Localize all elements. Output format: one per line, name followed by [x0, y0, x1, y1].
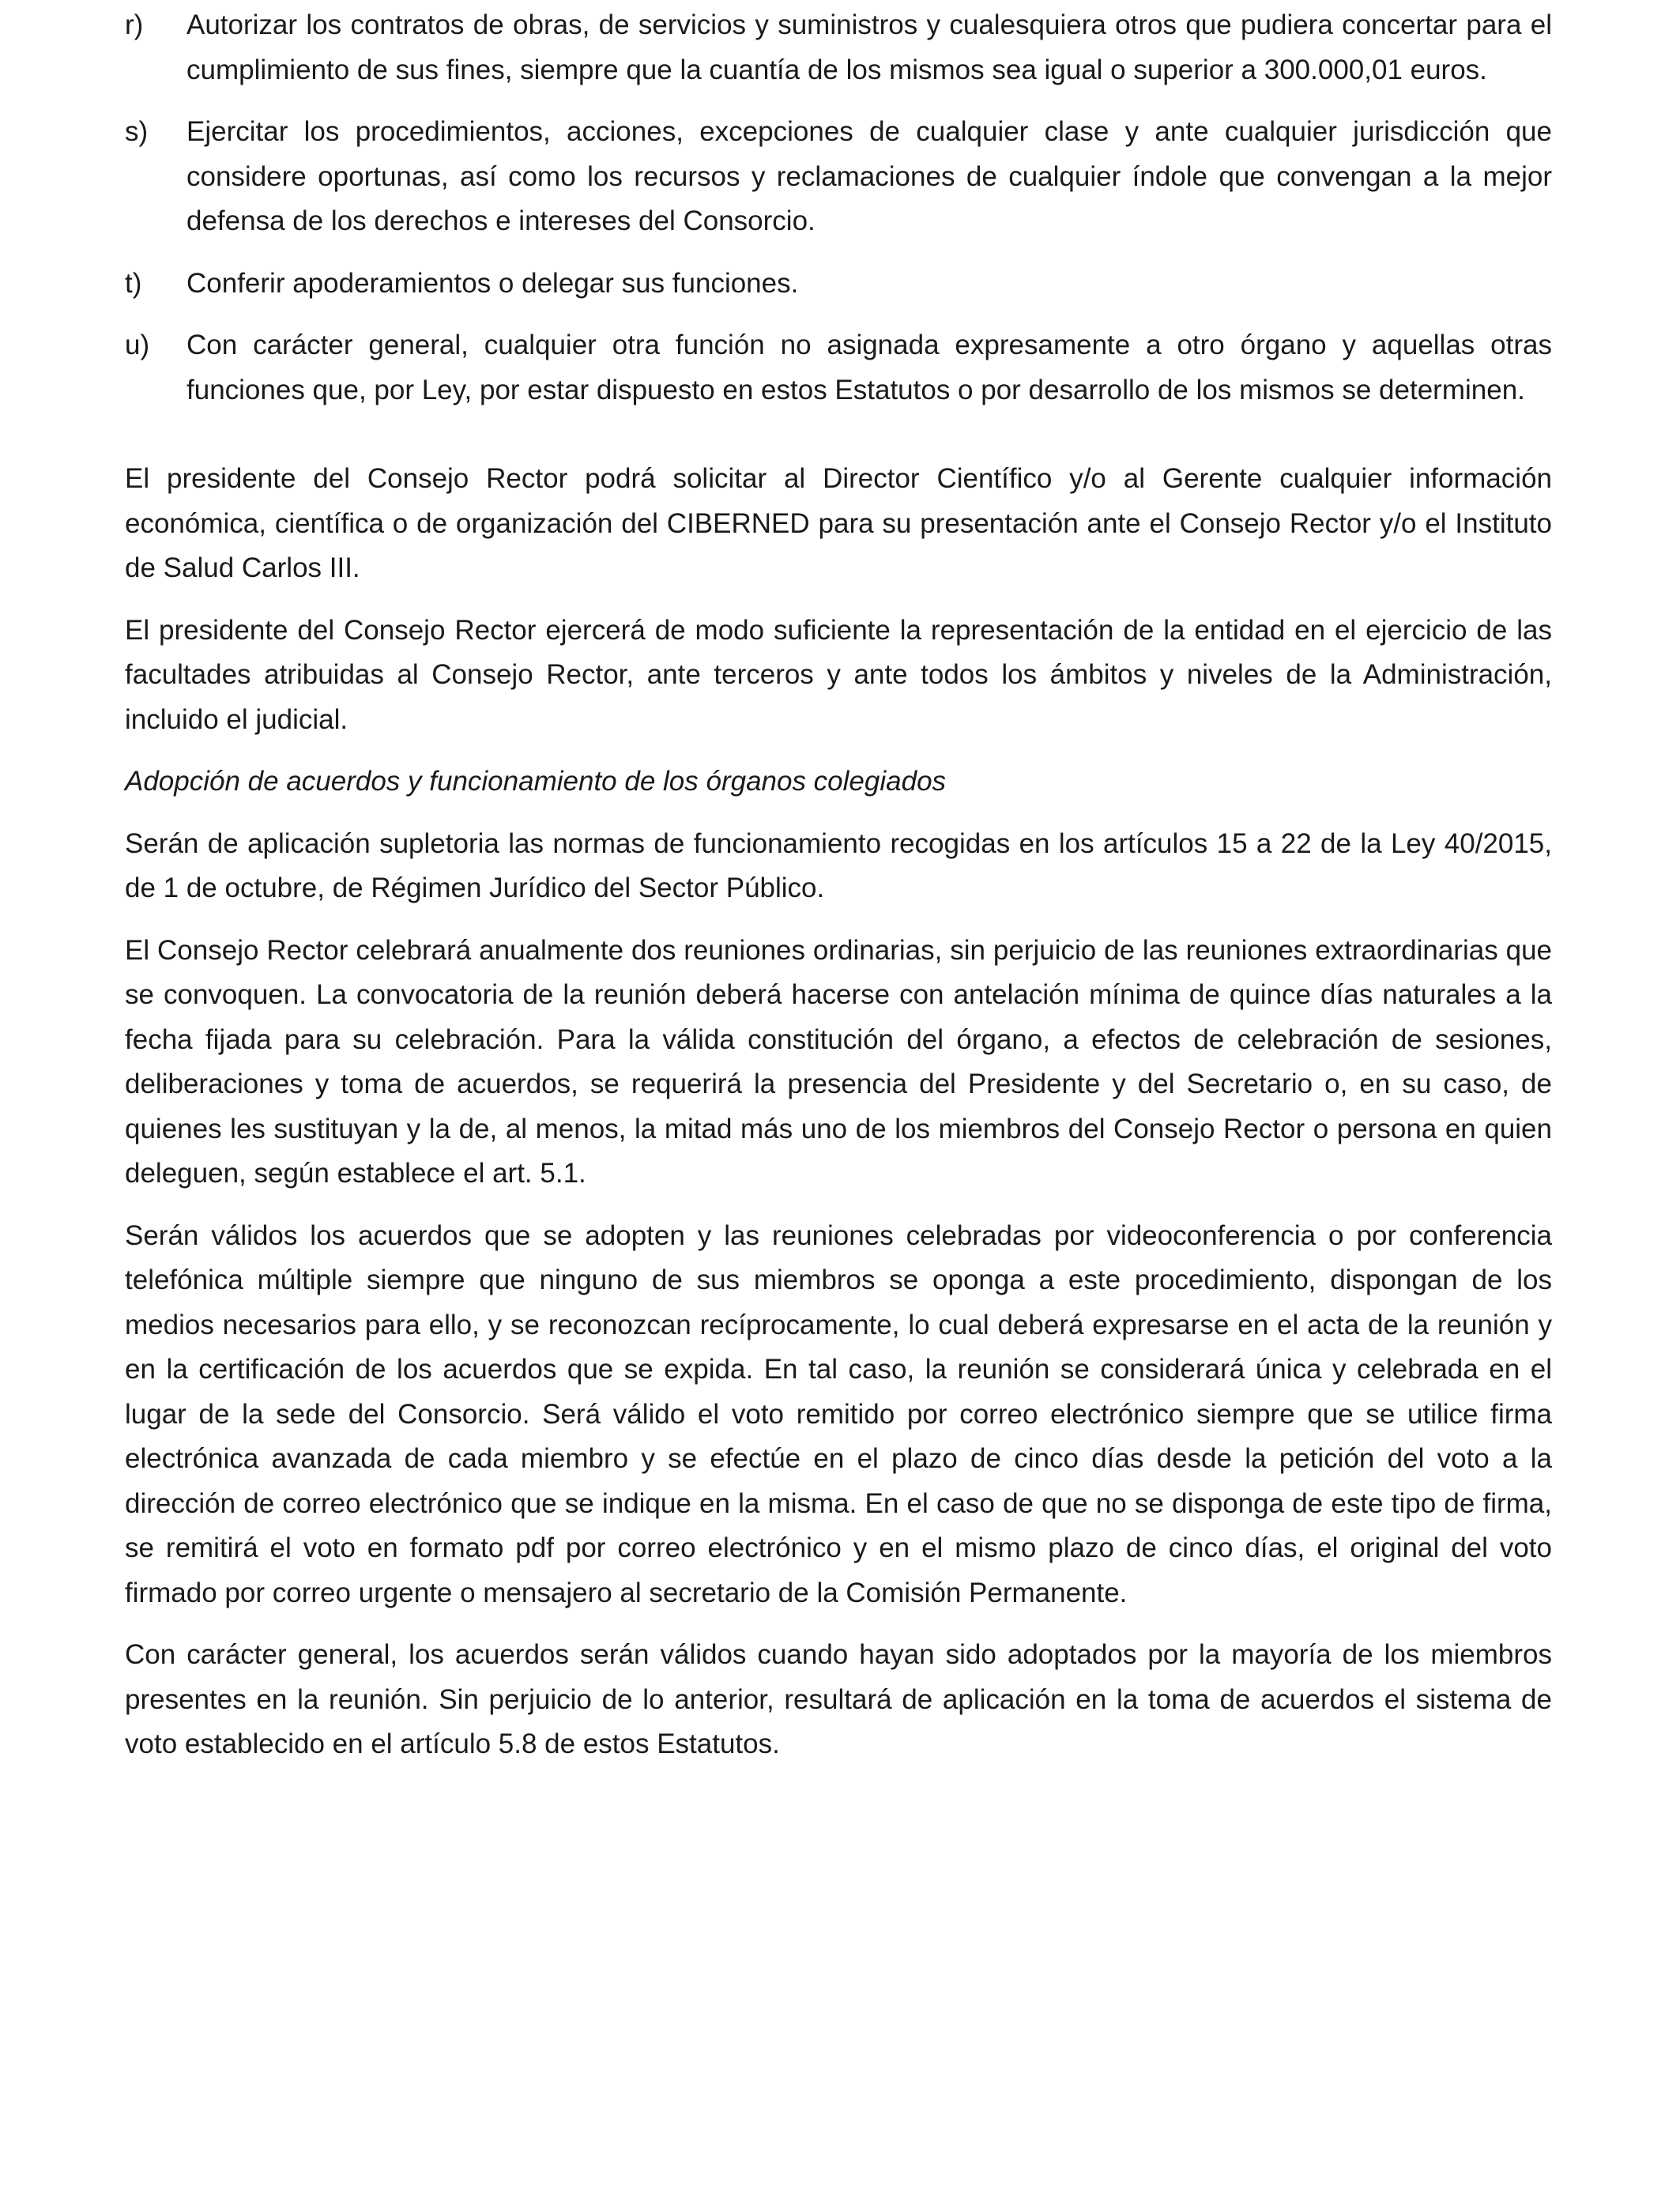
list-item-u — [125, 323, 1552, 413]
list-marker: t) — [125, 267, 142, 299]
list-item-text: Con carácter general, cualquier otra función no asignada expresamente a otro órgano y aquellas otras funciones que, por Ley, por estar dispuesto en estos Estatutos o por desarrollo de los mismos se determinen. — [186, 330, 1552, 405]
paragraph-ordinary-meetings: El Consejo Rector celebrará anualmente dos reuniones ordinarias, sin perjuicio de las reuniones extraordinarias que se convoquen. La convocatoria de la reunión deberá hacerse con antelación mínima de quince días naturales a la fecha fijada para su celebración. Para la válida constitución del órgano, a efectos de celebración de sesiones, deliberaciones y toma de acuerdos, se requerirá la presencia del Presidente y del Secretario o, en su caso, de quienes les sustituyan y la de, al menos, la mitad más uno de los miembros del Consejo Rector o persona en quien deleguen, según establece el art. 5.1. — [125, 934, 1552, 1189]
list-item-text: Ejercitar los procedimientos, acciones, excepciones de cualquier clase y ante cualquier jurisdicción que considere oportunas, así como los recursos y reclamaciones de cualquier índole que convengan a la mejor defensa de los derechos e intereses del Consorcio. — [186, 116, 1552, 236]
paragraph-supplementary-rules: Serán de aplicación supletoria las normas de funcionamiento recogidas en los artículos 15 a 22 de la Ley 40/2015, de 1 de octubre, de Régimen Jurídico del Sector Público. — [125, 827, 1552, 903]
list-item-t — [125, 262, 1552, 307]
spacer — [125, 430, 1552, 457]
paragraph-president-representation: El presidente del Consejo Rector ejercerá de modo suficiente la representación de la entidad en el ejercicio de las facultades atribuidas al Consejo Rector, ante terceros y ante todos los ámbitos y niveles de la Administración, incluido el judicial. — [125, 614, 1552, 735]
list-item-r — [125, 3, 1552, 92]
list-item-s — [125, 110, 1552, 244]
list-item-text: Conferir apoderamientos o delegar sus funciones. — [186, 267, 799, 299]
list-marker: u) — [125, 330, 150, 360]
paragraph-majority-agreements: Con carácter general, los acuerdos serán válidos cuando hayan sido adoptados por la mayoría de los miembros presentes en la reunión. Sin perjuicio de lo anterior, resultará de aplicación en la toma de acuerdos el sistema de voto establecido en el artículo 5.8 de estos Estatutos. — [125, 1639, 1552, 1759]
section-heading: Adopción de acuerdos y funcionamiento de los órganos colegiados — [125, 766, 947, 797]
list-item-text: Autorizar los contratos de obras, de servicios y suministros y cualesquiera otros que pudiera concertar para el cumplimiento de sus fines, siempre que la cuantía de los mismos sea igual o superior a 300.000,01 euros. — [186, 9, 1552, 85]
paragraph-videoconference: Serán válidos los acuerdos que se adopten y las reuniones celebradas por videoconferencia o por conferencia telefónica múltiple siempre que ninguno de sus miembros se oponga a este procedimiento, dispongan de los medios necesarios para ello, y se reconozcan recíprocamente, lo cual deberá expresarse en el acta de la reunión y en la certificación de los acuerdos que se expida. En tal caso, la reunión se considerará única y celebrada en el lugar de la sede del Consorcio. Será válido el voto remitido por correo electrónico siempre que se utilice firma electrónica avanzada de cada miembro y se efectúe en el plazo de cinco días desde la petición del voto a la dirección de correo electrónico que se indique en la misma. En el caso de que no se disponga de este tipo de firma, se remitirá el voto en formato pdf por correo electrónico y en el mismo plazo de cinco días, el original del voto firmado por correo urgente o mensajero al secretario de la Comisión Permanente. — [125, 1220, 1552, 1608]
list-marker: s) — [125, 116, 149, 147]
list-marker: r) — [125, 9, 144, 40]
document-page — [125, 0, 1552, 1785]
functions-list — [125, 3, 1552, 413]
paragraph-president-information: El presidente del Consejo Rector podrá solicitar al Director Científico y/o al Gerente cualquier información económica, científica o de organización del CIBERNED para su presentación ante el Consejo Rector y/o el Instituto de Salud Carlos III. — [125, 463, 1552, 583]
